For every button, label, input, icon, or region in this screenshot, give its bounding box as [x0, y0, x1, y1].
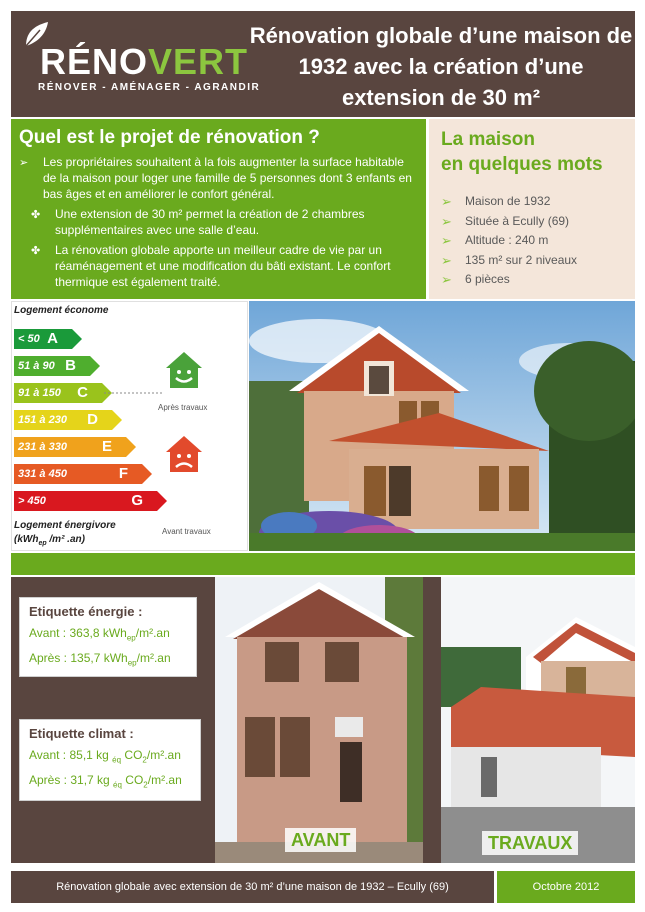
footer-date: Octobre 2012: [532, 881, 600, 893]
maison-list: [441, 192, 577, 290]
arrow-circle-icon: ➢: [441, 213, 452, 229]
energy-label-chart: [11, 301, 248, 551]
etiquette-energie-avant: Avant : 363,8 kWh$_{ep}$/m².an: [29, 626, 170, 643]
etiquette-climat-heading: Etiquette climat :: [29, 726, 134, 741]
leaf-bullet-icon: ✤: [31, 209, 41, 221]
etiquette-climat-box: [19, 719, 201, 801]
arrow-circle-icon: ➢: [441, 252, 452, 268]
leaf-bullet-icon: ✤: [31, 245, 41, 257]
arrow-circle-icon: ➢: [441, 233, 452, 248]
list-item: ➢ Située à Ecully (69): [441, 212, 577, 232]
before-label: Avant travaux: [162, 527, 211, 536]
after-label: Après travaux: [158, 403, 208, 412]
list-item: ✤ Une extension de 30 m² permet la création de 2 chambres supplémentaires avec une salle d’eau.: [31, 207, 365, 237]
page-title: Rénovation globale d’une maison de 1932 avec la création d’une extension de 30 m²: [249, 23, 633, 110]
energy-top-label: Logement économe: [14, 305, 109, 316]
etiquette-climat-apres: Après : 31,7 kg $_{éq}$ $CO_2/m^2.an$: [29, 773, 182, 790]
arrow-circle-icon: ➢: [441, 272, 452, 287]
logo: RÉNOVERT: [40, 41, 249, 82]
logo-tagline: RÉNOVER - AMÉNAGER - AGRANDIR: [38, 82, 261, 93]
avant-photo: [215, 577, 423, 863]
project-list: [19, 154, 419, 294]
after-connector: [104, 392, 164, 394]
energy-unit: (kWh$_{ep}$ /m² .an): [14, 534, 85, 547]
energy-bottom-label: Logement énergivore: [14, 520, 116, 531]
maison-heading: La maison en quelques mots: [441, 129, 603, 175]
project-heading: Quel est le projet de rénovation ?: [19, 127, 320, 148]
avant-tag: AVANT: [285, 828, 356, 852]
energy-class-b: 51 à 90 B: [14, 356, 90, 376]
energy-class-g: > 450 G: [14, 491, 157, 511]
list-item: ➢ Altitude : 240 m: [441, 231, 577, 251]
arrow-circle-icon: ➢: [19, 157, 29, 169]
divider-band: [11, 553, 635, 575]
arrow-circle-icon: ➢: [441, 194, 452, 209]
energy-class-f: 331 à 450 F: [14, 464, 142, 484]
house-render-image: [249, 301, 635, 551]
list-item: ➢ Les propriétaires souhaitent à la fois augmenter la surface habitable de la maison pour loger une famille de 5 personnes dont 3 enfants en bas âges et en améliorer le confort général.: [19, 155, 412, 201]
travaux-tag: TRAVAUX: [482, 831, 578, 855]
energy-class-a: < 50 A: [14, 329, 72, 349]
list-item: ➢ 135 m² sur 2 niveaux: [441, 251, 577, 271]
energy-class-e: 231 à 330 E: [14, 437, 126, 457]
energy-class-c: 91 à 150 C: [14, 383, 102, 403]
travaux-photo: [441, 577, 635, 863]
footer-text: Rénovation globale avec extension de 30 m² d’une maison de 1932 – Ecully (69): [56, 881, 449, 893]
before-house-icon: [164, 434, 204, 474]
list-item: ➢ Maison de 1932: [441, 192, 577, 212]
etiquette-energie-box: [19, 597, 197, 677]
etiquette-energie-heading: Etiquette énergie :: [29, 604, 143, 619]
list-item: ✤ La rénovation globale apporte un meilleur cadre de vie par un réaménagement et une modification du bâti existant. Le confort thermique est également traité.: [31, 243, 391, 289]
energy-class-d: 151 à 230 D: [14, 410, 112, 430]
after-house-icon: [164, 350, 204, 390]
list-item: ➢ 6 pièces: [441, 270, 577, 290]
etiquette-climat-avant: Avant : 85,1 kg $_{éq}$ $CO_2/m^2.an$: [29, 748, 181, 765]
etiquette-energie-apres: Après : 135,7 kWh$_{ep}$/m².an: [29, 651, 171, 668]
